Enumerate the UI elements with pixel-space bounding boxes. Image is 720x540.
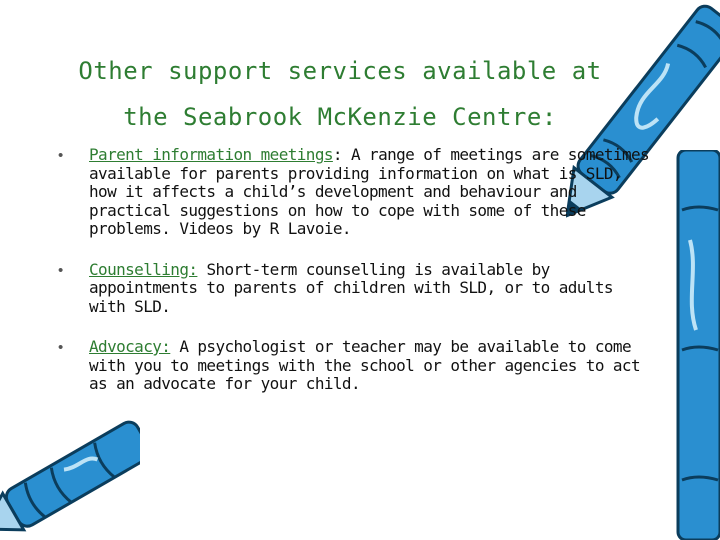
bullet-list: [58, 146, 658, 416]
bullet-item-counselling: [58, 261, 658, 317]
bullet-text: [89, 261, 658, 317]
bullet-term: Parent information meetings: [89, 145, 333, 164]
bullet-item-parent-information: [58, 146, 658, 239]
slide-title-line-1: Other support services available at: [78, 57, 602, 85]
bullet-icon: •: [58, 147, 64, 164]
slide-title-line-2: the Seabrook McKenzie Centre:: [123, 103, 557, 131]
bullet-body: A range of meetings are sometimes available for parents providing information on what is SLD, how it affects a child’s development and behaviour and practical suggestions on how to cope with some of these problems. Videos by R Lavoie.: [89, 145, 650, 238]
crayon-icon: [668, 150, 720, 540]
bullet-text: [89, 146, 658, 239]
bullet-body: A psychologist or teacher may be available to come with you to meetings with the school or other agencies to act as an advocate for your child.: [89, 337, 641, 393]
bullet-icon: •: [58, 261, 64, 279]
bullet-separator: :: [332, 145, 342, 164]
crayon-icon: [0, 420, 140, 540]
bullet-item-advocacy: [58, 338, 658, 394]
bullet-body: Short-term counselling is available by appointments to parents of children with SLD, or to adults with SLD.: [89, 259, 613, 316]
bullet-icon: •: [58, 339, 64, 356]
slide-title: [60, 48, 620, 140]
bullet-text: [89, 338, 658, 394]
bullet-term: Counselling:: [89, 259, 198, 279]
bullet-term: Advocacy:: [89, 337, 171, 356]
